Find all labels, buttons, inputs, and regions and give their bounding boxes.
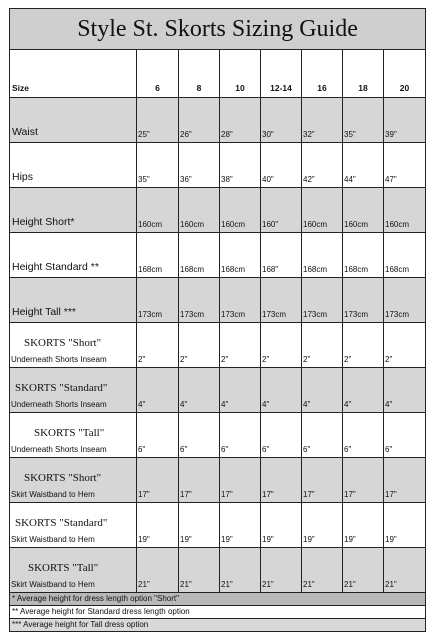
row-title: SKORTS "Tall": [28, 562, 99, 574]
size-header-cell: 10: [220, 50, 261, 98]
table-cell: 173cm: [220, 278, 261, 323]
size-header-cell: 8: [179, 50, 220, 98]
footnote-row: [10, 619, 426, 632]
table-cell: 21": [137, 548, 179, 593]
row-title: SKORTS "Standard": [15, 517, 108, 529]
table-row-skorts-standard-inseam: [10, 368, 426, 413]
title-row: [10, 9, 426, 50]
table-cell: 4": [302, 368, 343, 413]
row-label: [10, 503, 137, 548]
header-row: [10, 50, 426, 98]
row-label: Height Standard **: [10, 233, 137, 278]
table-cell: 173cm: [384, 278, 426, 323]
table-cell: 2": [261, 323, 302, 368]
table-cell: 39": [384, 98, 426, 143]
table-cell: 6": [302, 413, 343, 458]
size-header-cell: 20: [384, 50, 426, 98]
row-label: Height Short*: [10, 188, 137, 233]
row-title: SKORTS "Standard": [15, 382, 108, 394]
table-cell: 173cm: [179, 278, 220, 323]
footnote: *** Average height for Tall dress option: [10, 619, 426, 632]
table-cell: 4": [384, 368, 426, 413]
table-cell: 25": [137, 98, 179, 143]
size-header-cell: 18: [343, 50, 384, 98]
row-subtitle: Skirt Waistband to Hem: [11, 490, 95, 499]
table-cell: 4": [137, 368, 179, 413]
row-label: Hips: [10, 143, 137, 188]
row-title: SKORTS "Short": [24, 472, 102, 484]
table-cell: 2": [137, 323, 179, 368]
table-row-height-tall: [10, 278, 426, 323]
table-cell: 2": [302, 323, 343, 368]
size-header-cell: 12-14: [261, 50, 302, 98]
table-cell: 38": [220, 143, 261, 188]
table-cell: 19": [384, 503, 426, 548]
table-cell: 160cm: [137, 188, 179, 233]
table-cell: 21": [179, 548, 220, 593]
table-cell: 17": [302, 458, 343, 503]
table-cell: 160": [261, 188, 302, 233]
table-cell: 2": [179, 323, 220, 368]
table-cell: 17": [220, 458, 261, 503]
table-cell: 168cm: [343, 233, 384, 278]
table-cell: 173cm: [302, 278, 343, 323]
table-cell: 21": [343, 548, 384, 593]
table-cell: 19": [220, 503, 261, 548]
table-cell: 6": [220, 413, 261, 458]
table-cell: 40": [261, 143, 302, 188]
row-label: [10, 323, 137, 368]
table-cell: 19": [179, 503, 220, 548]
table-row-hips: [10, 143, 426, 188]
table-cell: 2": [220, 323, 261, 368]
table-cell: 2": [384, 323, 426, 368]
table-cell: 17": [179, 458, 220, 503]
table-cell: 44": [343, 143, 384, 188]
table-cell: 6": [179, 413, 220, 458]
table-cell: 35": [137, 143, 179, 188]
table-cell: 6": [384, 413, 426, 458]
footnote: ** Average height for Standard dress length option: [10, 606, 426, 619]
table-cell: 168cm: [302, 233, 343, 278]
table-row-skorts-short-hem: [10, 458, 426, 503]
table-cell: 21": [261, 548, 302, 593]
row-subtitle: Skirt Waistband to Hem: [11, 535, 95, 544]
table-cell: 6": [343, 413, 384, 458]
table-cell: 160cm: [220, 188, 261, 233]
footnote-row: [10, 593, 426, 606]
row-title: SKORTS "Short": [24, 337, 102, 349]
table-cell: 19": [302, 503, 343, 548]
table-cell: 168cm: [179, 233, 220, 278]
table-cell: 17": [343, 458, 384, 503]
row-label: [10, 458, 137, 503]
table-cell: 4": [261, 368, 302, 413]
table-cell: 6": [261, 413, 302, 458]
table-cell: 36": [179, 143, 220, 188]
row-label: Height Tall ***: [10, 278, 137, 323]
table-row-height-standard: [10, 233, 426, 278]
table-cell: 42": [302, 143, 343, 188]
table-cell: 26": [179, 98, 220, 143]
sizing-guide-sheet: [9, 8, 425, 629]
table-cell: 21": [220, 548, 261, 593]
table-cell: 19": [137, 503, 179, 548]
size-header-cell: 16: [302, 50, 343, 98]
table-cell: 160cm: [179, 188, 220, 233]
table-cell: 173cm: [261, 278, 302, 323]
table-cell: 168": [261, 233, 302, 278]
page-title: Style St. Skorts Sizing Guide: [10, 9, 426, 50]
table-cell: 32": [302, 98, 343, 143]
row-subtitle: Skirt Waistband to Hem: [11, 580, 95, 589]
row-subtitle: Underneath Shorts Inseam: [11, 355, 107, 364]
table-cell: 28": [220, 98, 261, 143]
table-row-skorts-short-inseam: [10, 323, 426, 368]
row-label: Waist: [10, 98, 137, 143]
row-label: [10, 413, 137, 458]
table-cell: 168cm: [137, 233, 179, 278]
table-cell: 168cm: [220, 233, 261, 278]
row-subtitle: Underneath Shorts Inseam: [11, 400, 107, 409]
table-cell: 173cm: [343, 278, 384, 323]
table-row-skorts-standard-hem: [10, 503, 426, 548]
footnote: * Average height for dress length option "Short": [10, 593, 426, 606]
table-cell: 173cm: [137, 278, 179, 323]
table-cell: 21": [302, 548, 343, 593]
row-subtitle: Underneath Shorts Inseam: [11, 445, 107, 454]
table-cell: 30": [261, 98, 302, 143]
table-cell: 6": [137, 413, 179, 458]
table-cell: 160cm: [302, 188, 343, 233]
table-cell: 35": [343, 98, 384, 143]
size-header-label: Size: [10, 50, 137, 98]
row-title: SKORTS "Tall": [34, 427, 105, 439]
size-header-cell: 6: [137, 50, 179, 98]
table-cell: 160cm: [384, 188, 426, 233]
table-cell: 17": [137, 458, 179, 503]
table-cell: 4": [220, 368, 261, 413]
sizing-table: [9, 8, 426, 632]
table-cell: 168cm: [384, 233, 426, 278]
row-label: [10, 368, 137, 413]
table-row-skorts-tall-hem: [10, 548, 426, 593]
table-cell: 17": [384, 458, 426, 503]
table-cell: 2": [343, 323, 384, 368]
table-cell: 19": [343, 503, 384, 548]
footnote-row: [10, 606, 426, 619]
table-cell: 4": [343, 368, 384, 413]
table-row-waist: [10, 98, 426, 143]
table-cell: 4": [179, 368, 220, 413]
table-cell: 160cm: [343, 188, 384, 233]
table-row-skorts-tall-inseam: [10, 413, 426, 458]
table-row-height-short: [10, 188, 426, 233]
table-cell: 21": [384, 548, 426, 593]
table-cell: 47": [384, 143, 426, 188]
table-cell: 17": [261, 458, 302, 503]
row-label: [10, 548, 137, 593]
table-cell: 19": [261, 503, 302, 548]
